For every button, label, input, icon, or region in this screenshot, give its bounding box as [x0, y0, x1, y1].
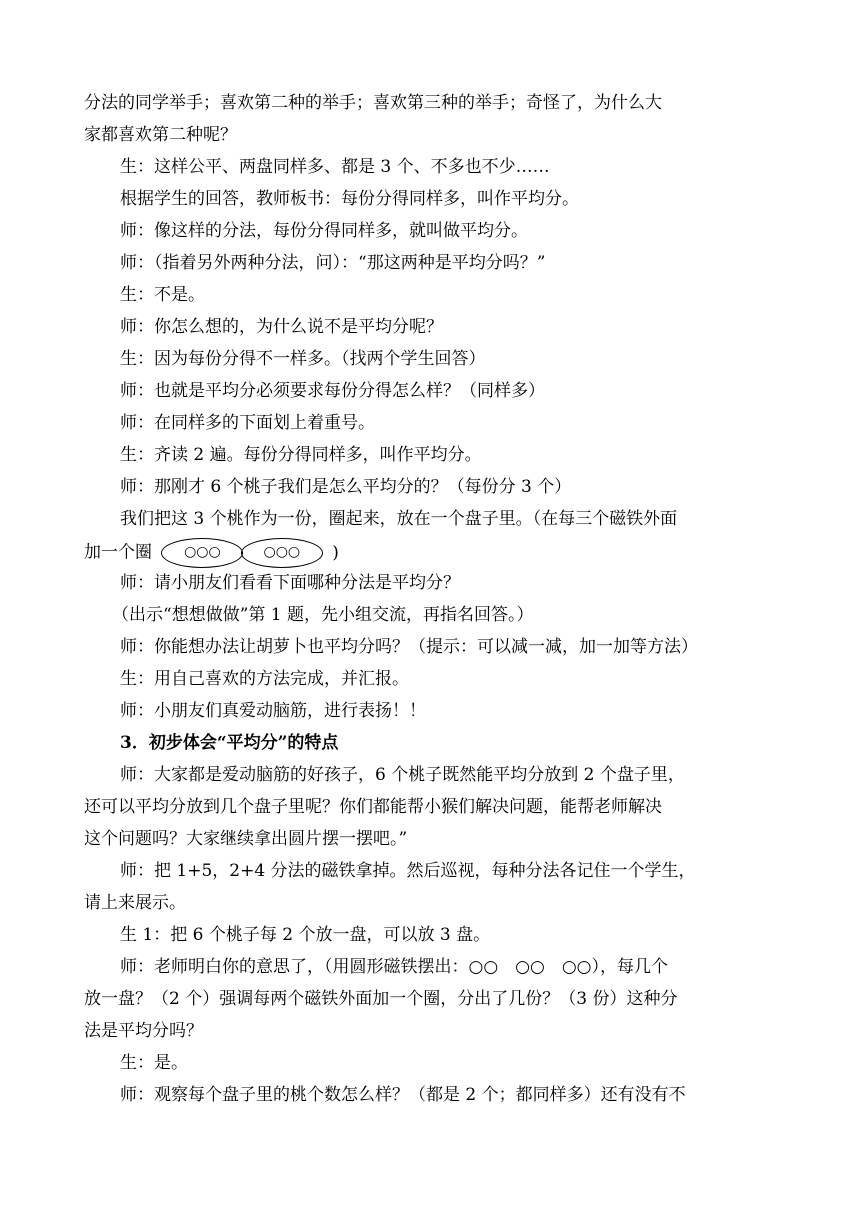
text-line: 生：是。 [120, 1053, 188, 1073]
text-line: 师：（指着另外两种分法，问）：“那这两种是平均分吗？” [120, 253, 546, 273]
text-line: 生：齐读 2 遍。每份分得同样多，叫作平均分。 [120, 445, 482, 465]
text-line: 请上来展示。 [84, 893, 186, 913]
text-line: 师：观察每个盘子里的桃个数怎么样？（都是 2 个；都同样多）还有没有不 [120, 1085, 686, 1105]
text-line: 师：像这样的分法，每份分得同样多，就叫做平均分。 [120, 221, 528, 241]
text-line: 家都喜欢第二种呢？ [84, 125, 237, 145]
text-line: 根据学生的回答，教师板书：每份分得同样多，叫作平均分。 [120, 189, 579, 209]
text-line: 师：也就是平均分必须要求每份分得怎么样？（同样多） [120, 381, 545, 401]
text-line: 这个问题吗？大家继续拿出圆片摆一摆吧。” [84, 829, 408, 849]
text-line: 师：老师明白你的意思了，（用圆形磁铁摆出：○○ ○○ ○○），每几个 [120, 957, 668, 977]
text-line: 师：你怎么想的，为什么说不是平均分呢？ [120, 317, 443, 337]
text-line: 分法的同学举手；喜欢第二种的举手；喜欢第三种的举手；奇怪了，为什么大 [84, 93, 662, 113]
text-line-with-circles [84, 538, 780, 568]
section-heading: 3．初步体会“平均分”的特点 [120, 733, 339, 753]
text-line: 生：不是。 [120, 285, 205, 305]
text-line: 师：把 1+5，2+4 分法的磁铁拿掉。然后巡视，每种分法各记住一个学生， [120, 861, 696, 881]
text-line: 师：请小朋友们看看下面哪种分法是平均分？ [120, 573, 460, 593]
text-line: 师：那刚才 6 个桃子我们是怎么平均分的？（每份分 3 个） [120, 477, 572, 497]
text-fragment: ) [332, 542, 339, 563]
text-line: 生：因为每份分得不一样多。（找两个学生回答） [120, 349, 486, 369]
text-line: （出示“想想做做”第 1 题，先小组交流，再指名回答。） [112, 605, 534, 625]
text-line: 师：在同样多的下面划上着重号。 [120, 413, 375, 433]
text-line: 师：你能想办法让胡萝卜也平均分吗？（提示：可以减一减，加一加等方法） [120, 637, 698, 657]
text-line: 法是平均分吗？ [84, 1021, 203, 1041]
text-fragment: 加一个圈 [84, 542, 152, 563]
text-line: 放一盘？（2 个）强调每两个磁铁外面加一个圈，分出了几份？（3 份）这种分 [84, 989, 678, 1009]
text-line: 生：用自己喜欢的方法完成，并汇报。 [120, 669, 409, 689]
text-line: 还可以平均分放到几个盘子里呢？你们都能帮小猴们解决问题，能帮老师解决 [84, 797, 662, 817]
text-line: 生 1：把 6 个桃子每 2 个放一盘，可以放 3 盘。 [120, 925, 491, 945]
circle-group: ○○○ [161, 538, 243, 568]
circled-magnets [165, 538, 318, 568]
circle-group: ○○○ [241, 538, 323, 568]
text-line: 生：这样公平、两盘同样多、都是 3 个、不多也不少…… [120, 157, 550, 177]
text-line: 师：小朋友们真爱动脑筋，进行表扬！！ [120, 701, 426, 721]
text-line: 我们把这 3 个桃作为一份，圈起来，放在一个盘子里。（在每三个磁铁外面 [120, 509, 678, 529]
text-line: 师：大家都是爱动脑筋的好孩子，6 个桃子既然能平均分放到 2 个盘子里， [120, 765, 685, 785]
